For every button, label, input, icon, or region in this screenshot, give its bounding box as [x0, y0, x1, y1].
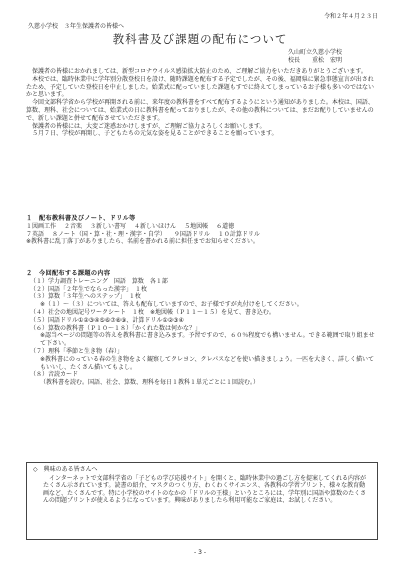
- assignment-note: ※（１）～（３）については、答えも配布していますので、お子様ですが丸付けをしてください。: [40, 301, 303, 309]
- page-number: - 3 -: [194, 549, 206, 556]
- document-title: 教科書及び課題の配布について: [112, 32, 288, 46]
- section-distributed-materials: [26, 215, 378, 246]
- assignment-item: （８）音読カード: [30, 371, 79, 379]
- material-item: ２音楽: [64, 222, 83, 230]
- assignment-note: （教科書を読む。国語、社会、算数、理科を毎日１教科１単元ごとに１回読む。）: [40, 379, 260, 387]
- material-item: ５地図帳: [184, 222, 209, 230]
- box-text: インターネットで文部科学省の「子どもの学び応援サイト」を開くと、臨時休業中の過ごし方を提案してくれる内容がたくさん示されています。読書の紹介、マスクのつくり方、わくわくサイエンス、各教科の学習プリント、様々な教育動画など、たくさんです。特に小学校のサイトのなかの「ドリルの王様」というところには、学年別に国語や算数のたくさんの問題プリントが使えるようになっています。興味がありましたら利用可能なご家庭は、お試しください。: [43, 474, 367, 505]
- material-item: ３新しい書写: [90, 222, 127, 230]
- material-item: ４新しいほけん: [134, 222, 177, 230]
- assignment-item: （３）算数「３年生へのステップ」 １枚: [30, 293, 141, 301]
- assignment-note: ※教科書にのっている春の生き物をよく観察してクレヨン、クレパスなどを使い描きましょう。一匹を大きく、詳しく描いてもいいし、たくさん描いてもよし。: [40, 355, 374, 371]
- interest-box: [26, 462, 378, 540]
- assignment-item: （５）国語ドリル①②③④⑤⑥⑦⑧⑨、計算ドリル①②③④: [30, 316, 184, 324]
- intro-paragraph: 本校では、臨時休業中に学年別分散登校日を設け、随時課題を配布する予定でしたが、その後、福岡県に緊急事態宣言が出されたため、予定していた登校日を中止しました。始業式に配っていました課題もすでに終えてしまっているお子様も多いのではないかと思います。: [26, 75, 374, 99]
- materials-row-1: [26, 223, 378, 231]
- material-item: １０計算ドリル: [217, 230, 260, 238]
- assignment-item: （７）理科「季節と生き物（春）」: [30, 347, 124, 355]
- assignment-note: ※認当ページの問題等の答えを教科書に書き込みます。予習ですので、６０％程度でも構いません。できる範囲で取り組ませて下さい。: [40, 332, 375, 348]
- document-date: 令和２年４月２３日: [323, 13, 378, 20]
- intro-paragraph: 保護者の皆様には、大変ご迷惑おかけしますが、ご理解ご協力よろしくお願いします。: [32, 122, 266, 130]
- addressee: 久慈小学校 ３年生保護者の皆様へ: [28, 23, 125, 30]
- intro-paragraph: 保護者の皆様におかれましては、新型コロナウイルス感染拡大防止のため、ご理解ご協力をいただきありがとうございます。: [32, 68, 367, 75]
- material-item: １図画工作: [26, 222, 57, 230]
- intro-paragraph: 今回文部科学省から学校が再開される前に、来年度の教科書をすべて配布するようにという通知がありました。本校は、国語、算数、理科、社会については、始業式の日に教科書を配っておりましたが、その他の教科については、まだお配りしていませんので、新しい課題と併せて配布させていただきます。: [26, 99, 374, 122]
- material-item: ８ノート（国・算・社・理・漢字・自学）: [52, 230, 166, 238]
- assignment-item: （２）国語「２年生でならった漢字」 １枚: [30, 285, 148, 293]
- material-item: ９国語ドリル: [173, 230, 210, 238]
- section-assignments: [26, 270, 378, 387]
- material-item: ６道徳: [216, 222, 235, 230]
- intro-body: [26, 68, 378, 138]
- intro-paragraph: ５月７日、学校が再開し、子どもたちの元気な姿を見ることができることを願っています。: [32, 130, 278, 138]
- sender-school: 久山町立久慈小学校: [288, 49, 343, 56]
- assignment-item: （６）算数の教科書（Ｐ１０～１８）「かくれた数は何かな？」: [30, 324, 202, 332]
- assignment-item: （１）学力調査トレーニング 国語 算数 各１部: [30, 277, 168, 285]
- assignment-item: （４）社会の地図記号ワークシート １枚 ※地図帳（Ｐ１１～１５）を見て、書き込む。: [30, 308, 275, 316]
- sender-block: [288, 49, 378, 65]
- sender-principal: 校長 重松 宏明: [288, 57, 343, 64]
- section-heading: ２ 今回配布する課題の内容: [26, 270, 111, 277]
- section-heading: １ 配布教科書及びノート、ドリル等: [26, 215, 136, 222]
- materials-note: ※教科書に乱丁落丁がありましたら、名前を書かれる前に担任までお知らせください。: [26, 238, 259, 246]
- box-heading: ◇ 興味のある皆さんへ: [33, 466, 98, 473]
- material-item: ７英語: [26, 230, 45, 238]
